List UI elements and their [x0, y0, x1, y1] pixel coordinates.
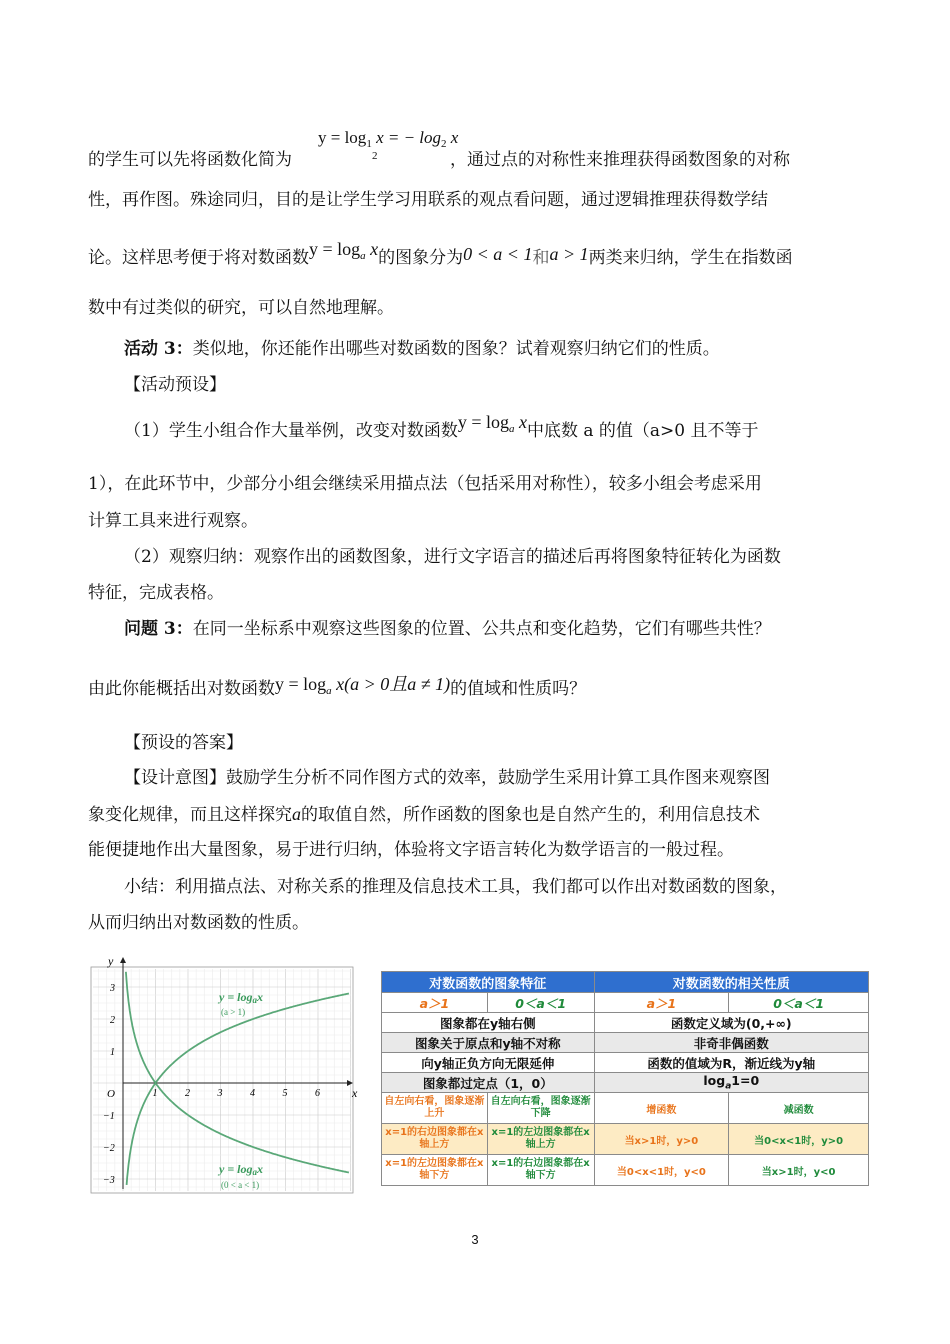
x-tick-label: 5: [282, 1088, 288, 1099]
activity-label: 活动 3：: [124, 339, 193, 359]
table-header: 对数函数的相关性质: [594, 972, 868, 993]
curve1-label: y = logax: [219, 990, 263, 1005]
paragraph-line: [88, 676, 868, 703]
section-heading: 【预设的答案】: [124, 733, 243, 753]
log-text: log: [703, 1073, 726, 1089]
text: 在同一坐标系中观察这些图象的位置、公共点和变化趋势，它们有哪些共性？: [192, 619, 771, 639]
paragraph-line: 小结：利用描点法、对称关系的推理及信息技术工具，我们都可以作出对数函数的图象，: [124, 877, 787, 897]
paragraph-line: 性，再作图。殊途同归，目的是让学生学习用联系的观点看问题，通过逻辑推理获得数学结: [88, 190, 768, 210]
paragraph-line: 1），在此环节中，少部分小组会继续采用描点法（包括采用对称性），较多小组会考虑采用: [88, 474, 762, 494]
paragraph-line: 特征，完成表格。: [88, 583, 224, 603]
text: 论。这样思考便于将对数函数: [88, 248, 309, 268]
question-3: [124, 617, 904, 641]
formula-part: x = − log: [371, 128, 442, 147]
text: 类似地，你还能作出哪些对数函数的图象？试着观察归纳它们的性质。: [192, 339, 720, 359]
x-tick-label: 3: [217, 1088, 223, 1099]
table-cell: a＞1: [382, 993, 488, 1013]
paragraph-line: [88, 239, 868, 272]
text: ，通过点的对称性来推理获得函数图象的对称: [450, 150, 790, 170]
table-cell: 0＜a＜1: [729, 993, 869, 1013]
table-cell: 0＜a＜1: [487, 993, 594, 1013]
text: 的取值自然，所作函数的图象也是自然产生的，利用信息技术: [301, 805, 760, 825]
table-cell: a＞1: [594, 993, 729, 1013]
paragraph-line: [88, 802, 868, 827]
paragraph-line: 【设计意图】鼓励学生分析不同作图方式的效率，鼓励学生采用计算工具作图来观察图: [124, 768, 770, 788]
curve1-condition: (a > 1): [221, 1007, 246, 1017]
table-cell: 当0<x<1时，y<0: [594, 1155, 729, 1186]
paragraph-line: 计算工具来进行观察。: [88, 511, 258, 531]
x-tick-label: 6: [315, 1088, 320, 1099]
table-cell: 自左向右看，图象逐渐下降: [487, 1093, 594, 1124]
table-cell: 函数定义域为(0,+∞): [594, 1013, 868, 1033]
log-sub: a: [725, 1081, 732, 1092]
table-cell: 当0<x<1时，y>0: [729, 1124, 869, 1155]
table-cell: 图象都在y轴右侧: [382, 1013, 595, 1033]
curve2-label: y = logax: [219, 1162, 263, 1177]
paragraph-line: 从而归纳出对数函数的性质。: [88, 913, 309, 933]
y-tick-label: 1: [110, 1047, 115, 1058]
section-heading: 【活动预设】: [124, 375, 226, 395]
table-cell: 当x>1时，y>0: [594, 1124, 729, 1155]
paragraph-line: 数中有过类似的研究，可以自然地理解。: [88, 298, 394, 318]
y-axis-label: y: [108, 954, 114, 968]
y-tick-label: 2: [110, 1015, 115, 1026]
paragraph-line: （2）观察归纳：观察作出的函数图象，进行文字语言的描述后再将图象特征转化为函数: [124, 547, 781, 567]
table-cell: 向y轴正负方向无限延伸: [382, 1053, 595, 1073]
table-cell: 自左向右看，图象逐渐上升: [382, 1093, 488, 1124]
log-properties-table: [381, 971, 869, 1186]
formula-sub: 2: [441, 138, 447, 150]
formula-part: x: [446, 128, 459, 147]
variable: a: [292, 804, 301, 824]
y-tick-label: −2: [103, 1143, 115, 1154]
x-tick-label: 1: [152, 1088, 158, 1099]
y-axis-arrow: [120, 957, 126, 963]
table-cell: 当x>1时，y<0: [729, 1155, 869, 1186]
table-cell: 减函数: [729, 1093, 869, 1124]
formula-sub: 1: [366, 138, 372, 150]
table-cell: 非奇非偶函数: [594, 1033, 868, 1053]
question-label: 问题 3：: [124, 619, 193, 639]
range-formula: a > 1: [549, 244, 589, 264]
text: （1）学生小组合作大量举例，改变对数函数: [124, 421, 458, 441]
text: 象变化规律，而且这样探究: [88, 805, 292, 825]
log-function-graph: [91, 954, 358, 1193]
text: 和: [532, 248, 550, 268]
text: 的图象分为: [378, 248, 464, 268]
paragraph-line: [88, 148, 868, 172]
text: 的学生可以先将函数化简为: [88, 150, 292, 170]
log-formula: $y = \log_a x$: [457, 412, 527, 435]
text: 由此你能概括出对数函数: [88, 679, 275, 699]
paragraph-line: [124, 412, 904, 445]
table-cell: x=1的左边图象都在x轴下方: [382, 1155, 488, 1186]
text: 的值域和性质吗？: [450, 679, 587, 699]
activity-3: [124, 337, 904, 361]
table-cell: 图象关于原点和y轴不对称: [382, 1033, 595, 1053]
y-tick-label: −3: [103, 1175, 115, 1186]
formula-part: y = log: [318, 128, 367, 147]
origin-label: O: [107, 1088, 115, 1100]
x-tick-label: 2: [185, 1088, 190, 1099]
paragraph-line: 能便捷地作出大量图象，易于进行归纳，体验将文字语言转化为数学语言的一般过程。: [88, 840, 734, 860]
log-rest: 1=0: [731, 1073, 760, 1089]
formula-fraction-den: 2: [372, 150, 378, 162]
x-axis-label: x: [352, 1086, 358, 1100]
table-cell: 函数的值域为R，渐近线为y轴: [594, 1053, 868, 1073]
table-header: 对数函数的图象特征: [382, 972, 595, 993]
table-cell: x=1的左边图象都在x轴上方: [487, 1124, 594, 1155]
page-number: 3: [471, 1232, 479, 1247]
table-cell: x=1的右边图象都在x轴下方: [487, 1155, 594, 1186]
table-cell: [594, 1073, 868, 1093]
text: 中底数 a 的值（a>0 且不等于: [526, 421, 759, 441]
range-formula: 0 < a < 1: [463, 244, 533, 264]
x-tick-label: 4: [250, 1088, 255, 1099]
table-cell: x=1的右边图象都在x轴上方: [382, 1124, 488, 1155]
y-tick-label: 3: [110, 983, 115, 994]
y-tick-label: −1: [103, 1111, 115, 1122]
table-cell: 图象都过定点（1，0）: [382, 1073, 595, 1093]
formula-simplified: [318, 128, 458, 148]
text: 两类来归纳，学生在指数函: [588, 248, 793, 268]
log-formula: $y = \log_a x$: [309, 239, 379, 262]
log-formula: $y = \log_a x(a > 0$且a ≠ 1): [275, 674, 451, 697]
curve2-condition: (0 < a < 1): [221, 1180, 260, 1190]
table-cell: 增函数: [594, 1093, 729, 1124]
